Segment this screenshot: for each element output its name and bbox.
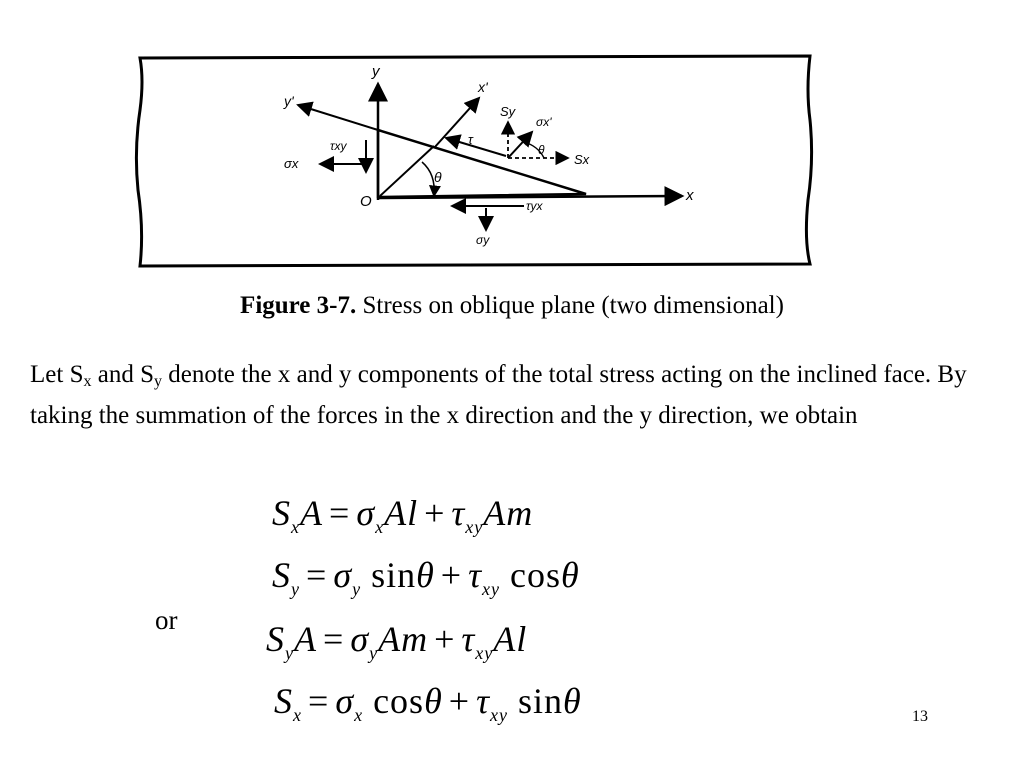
label-tau-yx: τyx (526, 199, 543, 213)
label-sigma-x-prime: σx' (536, 115, 552, 129)
equation-term: S (272, 555, 291, 595)
equation-term: A (294, 619, 317, 659)
or-text: or (155, 605, 178, 635)
label-s-x: Sx (574, 152, 590, 167)
equation-term: x (375, 517, 385, 537)
caption-text: Stress on oblique plane (two dimensional) (356, 292, 784, 319)
equation-term: x (293, 705, 302, 725)
equation-term: + (424, 493, 446, 533)
label-y-prime: y' (284, 93, 294, 109)
equation-term: θ (416, 555, 435, 595)
equation-2 (272, 554, 580, 599)
stress-figure (134, 50, 824, 272)
equation-term: + (448, 681, 471, 721)
label-theta-upper: θ (538, 143, 545, 157)
y-prime-axis (298, 105, 378, 130)
caption-label: Figure 3-7. (240, 292, 357, 319)
label-sigma-x: σx (284, 156, 299, 171)
equation-term: xy (465, 517, 484, 537)
equation-term: τ (468, 555, 482, 595)
equation-term: τ (461, 619, 476, 659)
equation-term: xy (489, 705, 508, 725)
label-s-y: Sy (500, 104, 516, 119)
para-sub-x: x (83, 373, 92, 390)
equation-term: A (300, 493, 323, 533)
equation-term: S (266, 619, 285, 659)
equation-term: σ (335, 681, 355, 721)
label-x-prime: x' (478, 79, 488, 95)
equation-term: θ (560, 555, 580, 595)
equation-term: y (369, 643, 379, 663)
label-theta-lower: θ (434, 169, 442, 185)
equation-term: σ (350, 619, 370, 659)
equation-term: = (308, 681, 330, 721)
equation-1 (272, 492, 534, 537)
equation-term: Al (493, 619, 528, 659)
equation-term: = (329, 493, 351, 533)
equation-term: τ (451, 493, 466, 533)
figure-border (136, 56, 811, 266)
equation-term: sin (371, 555, 417, 595)
label-tau-xy: τxy (330, 139, 347, 153)
para-sub-y: y (153, 373, 162, 390)
equation-term: x (291, 517, 300, 537)
equation-3 (266, 618, 528, 663)
equation-term: sin (517, 681, 563, 721)
equation-term: + (440, 555, 463, 595)
para-text-1: Let S (30, 361, 84, 388)
equation-term: θ (562, 681, 582, 721)
label-y: y (372, 63, 380, 80)
equation-term: x (354, 705, 364, 725)
equation-term: Am (483, 493, 534, 533)
equation-term: S (272, 493, 291, 533)
label-origin: O (360, 193, 372, 210)
equation-term: σ (356, 493, 376, 533)
equation-term: + (434, 619, 456, 659)
equation-term: = (306, 555, 328, 595)
body-paragraph (30, 354, 1000, 436)
equation-term: cos (373, 681, 425, 721)
equation-term: y (352, 579, 362, 599)
equation-term: Am (378, 619, 429, 659)
equation-term: θ (424, 681, 443, 721)
triangle-element (378, 130, 586, 197)
equation-term: xy (481, 579, 500, 599)
equation-term: Al (384, 493, 419, 533)
normal-line (380, 146, 434, 196)
label-tau: τ (468, 132, 473, 147)
figure-caption (0, 292, 1024, 320)
page-number: 13 (912, 708, 928, 725)
theta-arc-lower (422, 162, 434, 196)
label-x: x (686, 187, 694, 204)
equation-term: τ (476, 681, 490, 721)
equation-term: S (274, 681, 293, 721)
equation-term: y (291, 579, 300, 599)
sigma-x-prime-arrow (508, 132, 532, 158)
equation-term: cos (509, 555, 561, 595)
para-text-2: and S (91, 361, 154, 388)
label-sigma-y: σy (476, 233, 490, 247)
para-text-3: denote the x and y components of the total stress acting on the inclined face. By taking the summation of the forces in the x direction and the y direction, we obtain (30, 361, 967, 429)
equation-term: = (323, 619, 345, 659)
equation-term: σ (333, 555, 353, 595)
equation-term: xy (475, 643, 494, 663)
equation-4 (274, 680, 582, 725)
equation-term: y (285, 643, 294, 663)
